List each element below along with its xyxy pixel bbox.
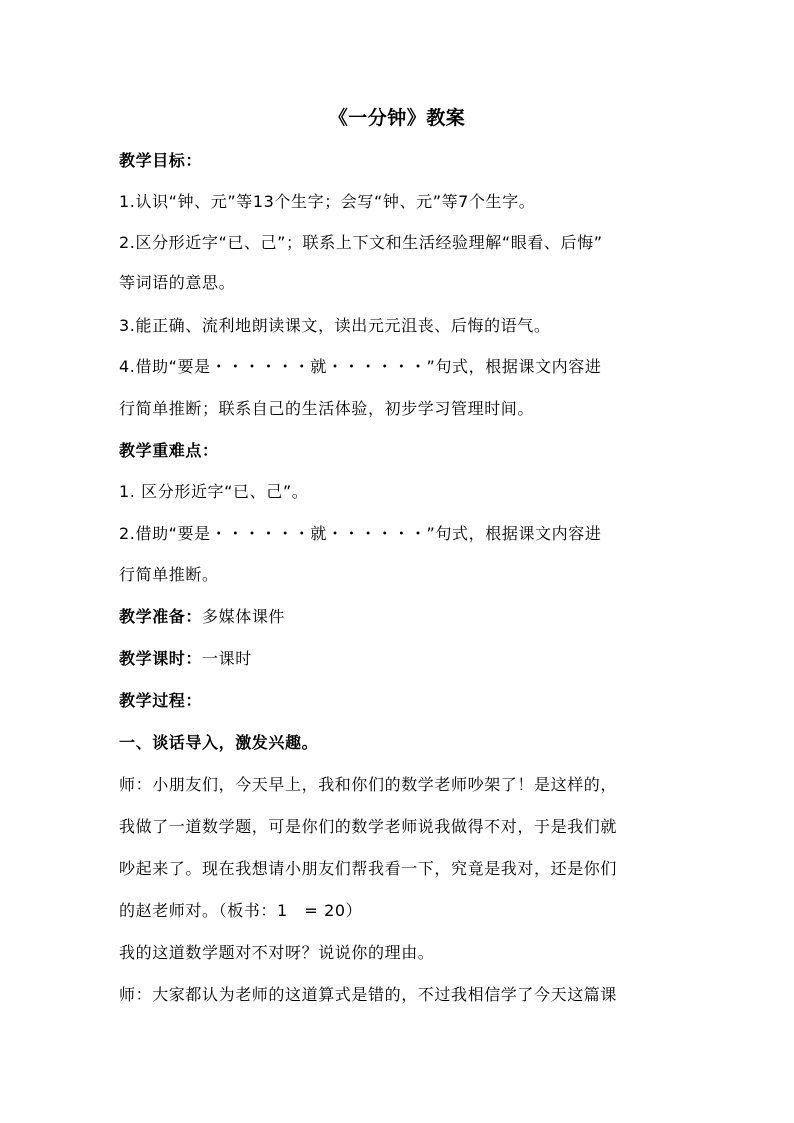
duration-label: 教学课时：: [119, 649, 203, 668]
process-line: 师：大家都认为老师的这道算式是错的，不过我相信学了今天这篇课: [119, 985, 618, 1004]
objective-line: 1.认识“钟、元”等13个生字；会写“钟、元”等7个生字。: [119, 192, 536, 211]
objective-line: 等词语的意思。: [119, 273, 236, 292]
process-line: 的赵老师对。（板书：1 = 20）: [119, 901, 363, 920]
objective-line: 3.能正确、流利地朗读课文，读出元元沮丧、后悔的语气。: [119, 316, 551, 335]
process-line: 我做了一道数学题，可是你们的数学老师说我做得不对，于是我们就: [119, 817, 618, 836]
key-point-line: 行简单推断。: [119, 565, 219, 584]
process-heading: 教学过程：: [119, 691, 203, 710]
process-line: 我的这道数学题对不对呀？说说你的理由。: [119, 943, 435, 962]
preparation-label: 教学准备：: [119, 607, 203, 626]
process-line: 吵起来了。现在我想请小朋友们帮我看一下，究竟是我对，还是你们: [119, 859, 618, 878]
key-point-line: 1. 区分形近字“已、己”。: [119, 482, 309, 501]
objectives-heading: 教学目标：: [119, 151, 203, 170]
section1-heading: 一、谈话导入，激发兴趣。: [119, 733, 319, 752]
key-point-line: 2.借助“要是・・・・・・就・・・・・・”句式，根据课文内容进: [119, 524, 602, 543]
duration-value: 一课时: [202, 649, 252, 668]
key-points-heading: 教学重难点：: [119, 441, 219, 460]
document-title: 《一分钟》教案: [328, 107, 466, 129]
preparation-value: 多媒体课件: [202, 607, 286, 626]
objective-line: 2.区分形近字“已、己”；联系上下文和生活经验理解“眼看、后悔”: [119, 233, 603, 252]
preparation-line: [119, 606, 679, 628]
objective-line: 4.借助“要是・・・・・・就・・・・・・”句式，根据课文内容进: [119, 357, 602, 376]
objective-line: 行简单推断；联系自己的生活体验，初步学习管理时间。: [119, 399, 535, 418]
duration-line: [119, 648, 679, 670]
process-line: 师：小朋友们，今天早上，我和你们的数学老师吵架了！是这样的，: [119, 775, 618, 794]
